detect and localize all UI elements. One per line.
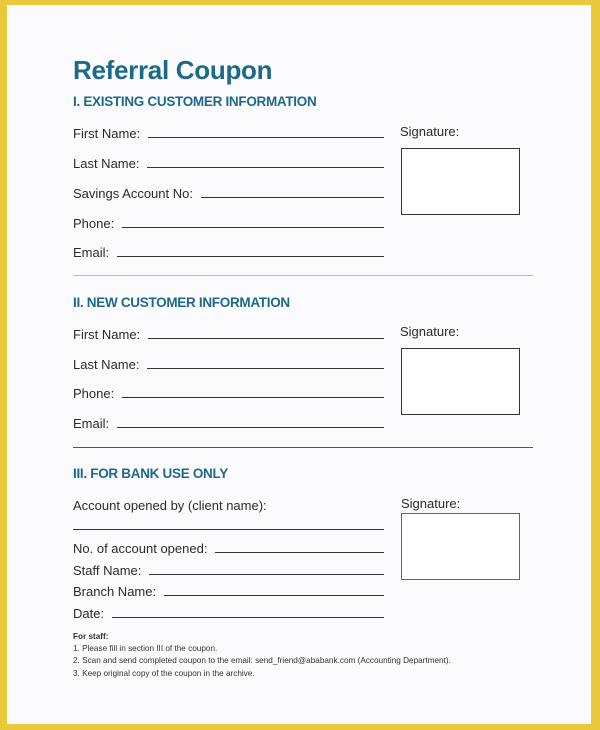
- field-label: Email:: [73, 245, 110, 260]
- field-line[interactable]: [149, 574, 384, 575]
- field-label: Savings Account No:: [73, 186, 193, 201]
- field-account-opened-by-line[interactable]: [73, 529, 384, 530]
- field-label: Date:: [73, 606, 105, 621]
- field-line[interactable]: [201, 197, 384, 198]
- section-heading-new-customer: II. NEW CUSTOMER INFORMATION: [73, 295, 290, 310]
- field-line[interactable]: [147, 368, 384, 369]
- field-existing-first-name[interactable]: [73, 123, 384, 141]
- field-new-last-name[interactable]: [73, 354, 384, 372]
- field-new-phone[interactable]: [73, 383, 384, 401]
- page-title: Referral Coupon: [73, 55, 273, 85]
- field-label: Staff Name:: [73, 563, 142, 578]
- field-line[interactable]: [164, 595, 384, 596]
- coupon-page: [7, 5, 591, 724]
- field-label: Last Name:: [73, 357, 140, 372]
- signature-box-new[interactable]: [401, 348, 520, 415]
- field-line[interactable]: [117, 256, 384, 257]
- field-label: First Name:: [73, 327, 141, 342]
- field-line[interactable]: [122, 227, 384, 228]
- field-existing-savings-account[interactable]: [73, 183, 384, 201]
- field-label: First Name:: [73, 126, 141, 141]
- field-existing-email[interactable]: [73, 242, 384, 260]
- field-branch-name[interactable]: [73, 581, 384, 599]
- field-line[interactable]: [148, 137, 384, 138]
- field-line[interactable]: [148, 338, 384, 339]
- field-staff-name[interactable]: [73, 560, 384, 578]
- field-line[interactable]: [122, 397, 384, 398]
- field-existing-last-name[interactable]: [73, 153, 384, 171]
- field-line[interactable]: [147, 167, 384, 168]
- field-line[interactable]: [215, 552, 384, 553]
- field-existing-phone[interactable]: [73, 213, 384, 231]
- field-new-email[interactable]: [73, 413, 384, 431]
- signature-label-existing: Signature:: [400, 124, 460, 139]
- field-label: Phone:: [73, 386, 115, 401]
- signature-box-existing[interactable]: [401, 148, 520, 215]
- section-divider: [73, 447, 533, 448]
- field-label: Email:: [73, 416, 110, 431]
- field-label: Branch Name:: [73, 584, 157, 599]
- notes-item: 3. Keep original copy of the coupon in the archive.: [73, 668, 255, 678]
- field-accounts-opened-count[interactable]: [73, 538, 384, 556]
- notes-heading: For staff:: [73, 632, 109, 641]
- field-label: Account opened by (client name):: [73, 498, 267, 513]
- notes-item: 1. Please fill in section III of the coupon.: [73, 644, 218, 654]
- field-date[interactable]: [73, 603, 384, 621]
- section-heading-existing-customer: I. EXISTING CUSTOMER INFORMATION: [73, 94, 317, 109]
- field-line[interactable]: [117, 427, 384, 428]
- section-heading-bank-use: III. FOR BANK USE ONLY: [73, 466, 228, 481]
- notes-item: 2. Scan and send completed coupon to the email: send_friend@ababank.com (Accounting Department).: [73, 656, 451, 666]
- field-label: Last Name:: [73, 156, 140, 171]
- field-label: No. of account opened:: [73, 541, 208, 556]
- signature-box-bank[interactable]: [401, 513, 520, 580]
- signature-label-bank: Signature:: [401, 496, 461, 511]
- field-new-first-name[interactable]: [73, 324, 384, 342]
- field-account-opened-by-label: [73, 495, 384, 513]
- staff-notes: [73, 631, 451, 680]
- field-line[interactable]: [112, 617, 384, 618]
- section-divider: [73, 275, 533, 276]
- field-label: Phone:: [73, 216, 115, 231]
- signature-label-new: Signature:: [400, 324, 460, 339]
